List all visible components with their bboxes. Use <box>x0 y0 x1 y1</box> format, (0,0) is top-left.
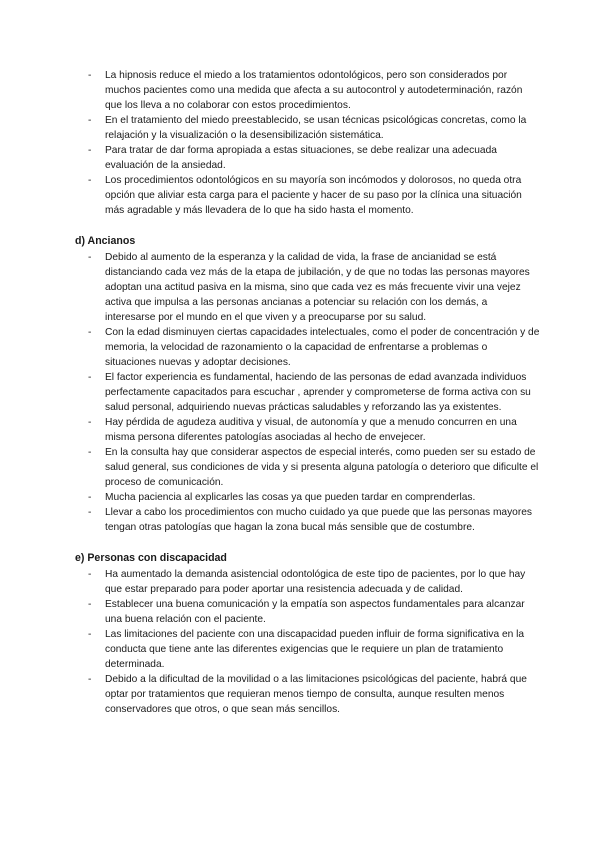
bullet-list <box>77 68 540 218</box>
list-item <box>77 627 540 672</box>
section-heading: e) Personas con discapacidad <box>75 552 227 564</box>
list-item-text: Debido a la dificultad de la movilidad o a las limitaciones psicológicas del paciente, habrá que optar por tratamientos que requieran menos tiempo de consulta, aunque resulten menos conservadores que otros, o que sean más sencillos. <box>105 674 527 715</box>
list-item <box>77 672 540 717</box>
list-item-text: Los procedimientos odontológicos en su mayoría son incómodos y dolorosos, no queda otra opción que aliviar esta carga para el paciente y hacer de su paso por la clínica una situación más agradable y más llevadera de lo que ha sido hasta el momento. <box>105 175 522 216</box>
list-item-text: Mucha paciencia al explicarles las cosas ya que pueden tardar en comprenderlas. <box>105 492 476 503</box>
list-item-text: En el tratamiento del miedo preestablecido, se usan técnicas psicológicas concretas, como la relajación y la visualización o la desensibilización sistemática. <box>105 115 527 141</box>
list-item-text: Establecer una buena comunicación y la empatía son aspectos fundamentales para alcanzar una buena relación con el paciente. <box>105 599 525 625</box>
list-item <box>77 325 540 370</box>
list-item-text: En la consulta hay que considerar aspectos de especial interés, como pueden ser su estado de salud general, sus condiciones de vida y si presenta alguna patología o deterioro que dificulte el proceso de comunicación. <box>105 447 539 488</box>
section-personas-con-discapacidad <box>77 551 540 717</box>
bullet-dash: - <box>88 70 92 81</box>
list-item-text: Llevar a cabo los procedimientos con mucho cuidado ya que puede que las personas mayores tengan otras patologías que hagan la zona bucal más sensible que de costumbre. <box>105 507 533 533</box>
bullet-list <box>77 567 540 717</box>
bullet-dash: - <box>88 507 92 518</box>
section-heading: d) Ancianos <box>75 235 136 247</box>
section-ancianos <box>77 234 540 535</box>
bullet-dash: - <box>88 145 92 156</box>
list-item <box>77 370 540 415</box>
list-item-text: La hipnosis reduce el miedo a los tratamientos odontológicos, pero son considerados por muchos pacientes como una medida que afecta a su autocontrol y autodeterminación, razón que los lleva a no colaborar con estos procedimientos. <box>105 70 523 111</box>
bullet-dash: - <box>88 492 92 503</box>
list-item-text: Hay pérdida de agudeza auditiva y visual, de autonomía y que a menudo concurren en una misma persona diferentes patologías asociadas al hecho de envejecer. <box>105 417 517 443</box>
list-item-text: Ha aumentado la demanda asistencial odontológica de este tipo de pacientes, por lo que hay que estar preparado para poder aportar una resistencia adecuada y de calidad. <box>105 569 526 595</box>
bullet-dash: - <box>88 599 92 610</box>
list-item-text: Debido al aumento de la esperanza y la calidad de vida, la frase de ancianidad se está distanciando cada vez más de la etapa de jubilación, y de que no todas las personas mayores adoptan una actitud pasiva en la misma, sino que cada vez es más frecuente vivir una vejez activa que impulsa a las personas ancianas a potenciar su relación con los demás, a interesarse por el mundo en el que viven y a preocuparse por su salud. <box>105 252 530 323</box>
list-item <box>77 415 540 445</box>
section-continuation <box>77 68 540 218</box>
list-item-text: Las limitaciones del paciente con una discapacidad pueden influir de forma significativa en la conducta que tiene ante las diferentes exigencias que le requiere un plan de tratamiento determinada. <box>105 629 525 670</box>
bullet-dash: - <box>88 447 92 458</box>
bullet-dash: - <box>88 629 92 640</box>
bullet-dash: - <box>88 417 92 428</box>
list-item <box>77 567 540 597</box>
list-item-text: Para tratar de dar forma apropiada a estas situaciones, se debe realizar una adecuada evaluación de la ansiedad. <box>105 145 497 171</box>
list-item-text: Con la edad disminuyen ciertas capacidades intelectuales, como el poder de concentración y de memoria, la velocidad de razonamiento o la capacidad de enfrentarse a problemas o situaciones nuevas y adoptar decisiones. <box>105 327 540 368</box>
bullet-dash: - <box>88 115 92 126</box>
list-item <box>77 490 540 505</box>
list-item <box>77 250 540 325</box>
list-item-text: El factor experiencia es fundamental, haciendo de las personas de edad avanzada individuos perfectamente capacitados para escuchar , aprender y comprometerse de forma activa con su salud personal, adquiriendo nuevas prácticas saludables y reforzando las ya existentes. <box>105 372 531 413</box>
list-item <box>77 445 540 490</box>
bullet-dash: - <box>88 674 92 685</box>
bullet-dash: - <box>88 372 92 383</box>
bullet-list <box>77 250 540 535</box>
list-item <box>77 505 540 535</box>
bullet-dash: - <box>88 175 92 186</box>
list-item <box>77 173 540 218</box>
bullet-dash: - <box>88 569 92 580</box>
bullet-dash: - <box>88 252 92 263</box>
list-item <box>77 113 540 143</box>
list-item <box>77 68 540 113</box>
list-item <box>77 597 540 627</box>
list-item <box>77 143 540 173</box>
bullet-dash: - <box>88 327 92 338</box>
